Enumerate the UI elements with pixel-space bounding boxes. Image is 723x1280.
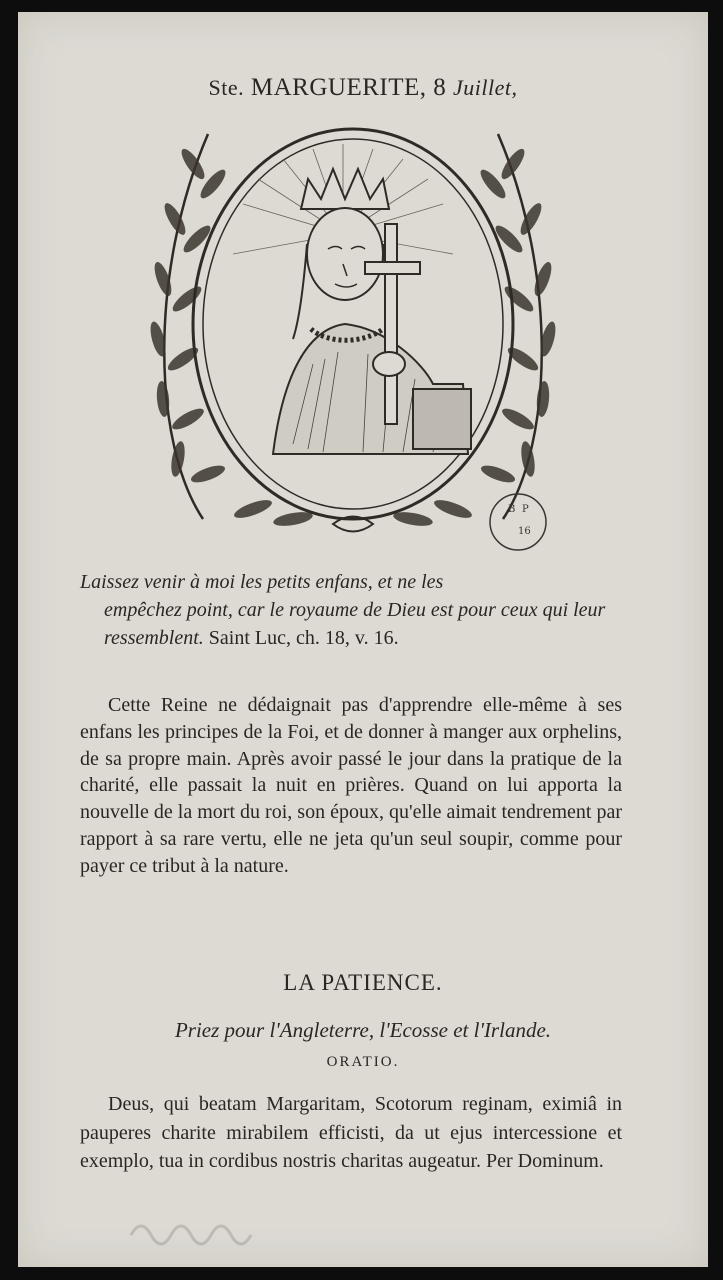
scripture-verse xyxy=(80,568,620,652)
feast-day: , 8 xyxy=(419,74,454,101)
saint-name: MARGUERITE xyxy=(250,74,420,101)
verse-quote-rest: empêchez point, car le royaume de Dieu est pour ceux qui leur ressemblent. xyxy=(104,599,606,649)
biography-paragraph: Cette Reine ne dédaignait pas d'apprendre elle-même à ses enfans les principes de la Foi, et de donner à manger aux orphelins, de sa propre main. Après avoir passé le jour dans la pratique de la charité, elle passait la nuit en prières. Quand on lui apporta la nouvelle de la mort du roi, son époux, qu'elle aimait tendrement par rapport à sa rare vertu, elle ne jeta qu'un seul soupir, comme pour payer ce tribut à la nature. xyxy=(80,694,622,877)
virtue-heading: LA PATIENCE. xyxy=(283,970,443,995)
verse-reference: Saint Luc, ch. 18, v. 16. xyxy=(203,627,399,649)
svg-text:P: P xyxy=(522,504,529,515)
prayer-intention: Priez pour l'Angleterre, l'Ecosse et l'Irlande. xyxy=(174,1018,552,1042)
verse-line-1: Laissez venir à moi les petits enfans, et ne les xyxy=(80,571,444,593)
latin-prayer: Deus, qui beatam Margaritam, Scotorum reginam, eximiâ in pauperes charite mirabilem efficisti, da ut ejus intercessione et exemplo, tua in cordibus nostris charitas augeatur. Per Dominum. xyxy=(80,1093,622,1172)
page-title xyxy=(18,74,708,102)
svg-text:B: B xyxy=(508,504,516,515)
title-prefix: Ste. xyxy=(208,75,245,100)
oratio-heading: ORATIO. xyxy=(326,1054,400,1070)
svg-text:16: 16 xyxy=(518,526,531,537)
faded-handwriting-mark xyxy=(126,1210,256,1246)
verse-continuation xyxy=(80,596,620,652)
devotional-card xyxy=(18,12,708,1267)
feast-month: Juillet, xyxy=(453,75,518,100)
library-stamp-seal xyxy=(482,490,554,554)
